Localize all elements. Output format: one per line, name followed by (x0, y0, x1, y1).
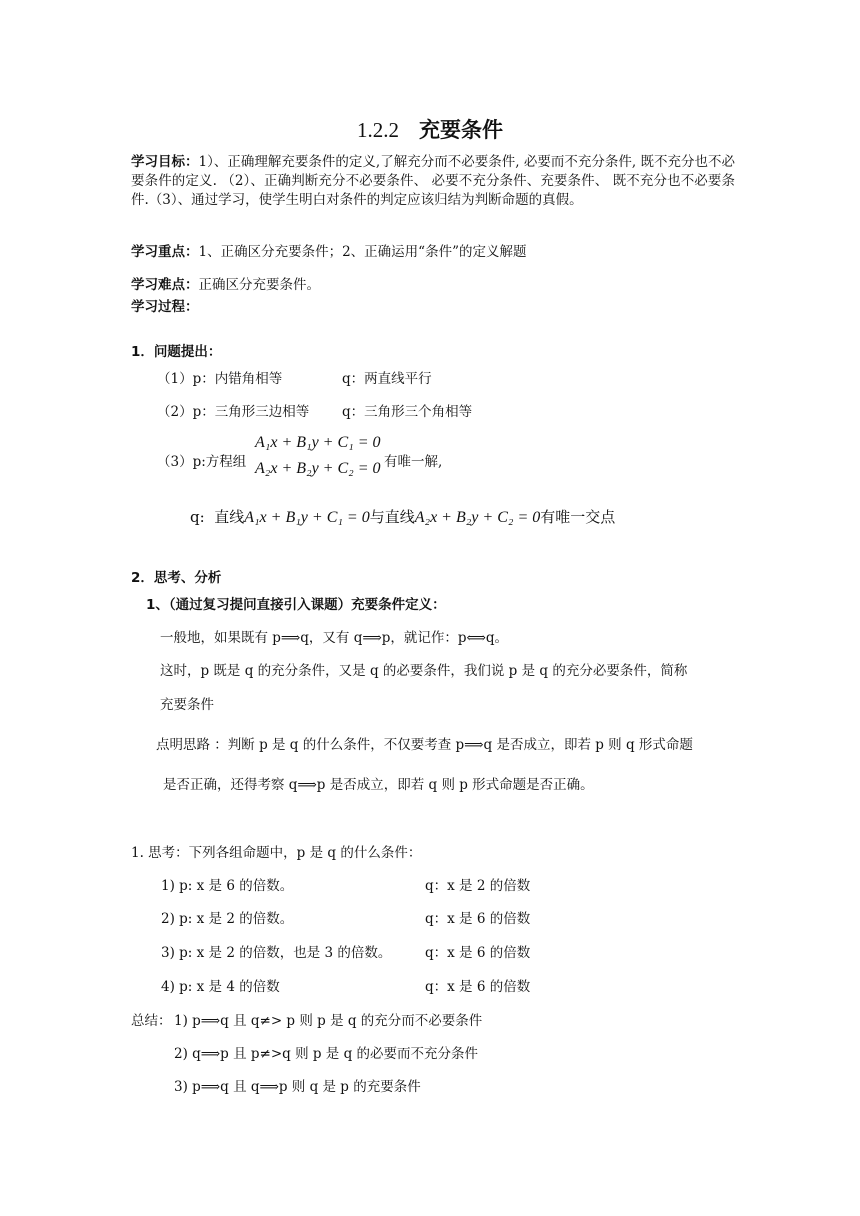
exercise-item-4-p: 4) p: x 是 4 的倍数 (161, 979, 280, 995)
exercise-item-1-q: q：x 是 2 的倍数 (425, 878, 531, 894)
item2-q: q：三角形三个角相等 (342, 404, 473, 420)
objectives-label: 学习目标： (131, 154, 199, 170)
definition-line-2: 这时，p 既是 q 的充分条件，又是 q 的必要条件，我们说 p 是 q 的充分必要条件，简称 (160, 663, 688, 679)
q-line (190, 506, 615, 527)
summary-item-1: 1) p⟹q 且 q≠> p 则 p 是 q 的充分而不必要条件 (174, 1013, 483, 1029)
q-word-3: 有唯一交点 (540, 508, 616, 526)
difficulty-text: 正确区分充要条件。 (198, 277, 320, 293)
equation-2: A₂x + B₂y + C₂ = 0 (255, 460, 381, 477)
difficulty-label: 学习难点： (131, 277, 199, 293)
q-label: q: (190, 508, 205, 526)
section2-heading: 2．思考、分析 (131, 570, 222, 586)
hint-line-1: 点明思路 ：判断 p 是 q 的什么条件，不仅要考查 p⟹q 是否成立，即若 p 则 q 形式命题 (156, 737, 693, 753)
line-equation-2: A₂x + B₂y + C₂ = 0 (414, 509, 541, 526)
summary-item-2: 2) q⟹p 且 p≠>q 则 p 是 q 的必要而不充分条件 (174, 1046, 479, 1062)
q-word-2: 与直线 (369, 508, 415, 526)
item3-suffix: 有唯一解, (384, 454, 443, 470)
definition-line-1: 一般地，如果既有 p⟹q，又有 q⟹p，就记作：p⟺q。 (160, 630, 508, 646)
item2-p: （2）p：三角形三边相等 (157, 404, 310, 420)
difficulty (131, 273, 320, 293)
item1-q: q：两直线平行 (342, 371, 432, 387)
section2-subheading: 1、（通过复习提问直接引入课题）充要条件定义： (146, 597, 446, 613)
section1-heading: 1．问题提出： (131, 344, 222, 360)
hint-line-2: 是否正确，还得考察 q⟹p 是否成立，即若 q 则 p 形式命题是否正确。 (163, 777, 594, 793)
summary-label: 总结： (131, 1013, 172, 1029)
exercise-item-2-p: 2) p: x 是 2 的倍数。 (161, 911, 294, 927)
objectives-text: 1）、正确理解充要条件的定义,了解充分而不必要条件, 必要而不充分条件, 既不充分也不必要条件的定义. （2）、正确判断充分不必要条件、 必要不充分条件、充要条件、 既不充分也不必要条件.（3）、通过学习，使学生明白对条件的判定应该归结为判断命题的真假。 (131, 154, 736, 208)
key-points-label: 学习重点： (131, 244, 199, 260)
equation-1: A₁x + B₁y + C₁ = 0 (255, 434, 381, 451)
q-word-1: 直线 (214, 508, 245, 526)
title-text: 充要条件 (419, 118, 503, 142)
item3-prefix: （3）p:方程组 (157, 454, 247, 470)
exercise-item-4-q: q：x 是 6 的倍数 (425, 979, 531, 995)
exercise-item-1-p: 1) p: x 是 6 的倍数。 (161, 878, 294, 894)
key-points (131, 240, 526, 260)
exercise-item-3-q: q：x 是 6 的倍数 (425, 945, 531, 961)
objectives-paragraph (131, 153, 735, 210)
definition-line-3: 充要条件 (160, 697, 214, 713)
line-equation-1: A₁x + B₁y + C₁ = 0 (244, 509, 370, 526)
exercise-item-3-p: 3) p: x 是 2 的倍数，也是 3 的倍数。 (161, 945, 392, 961)
key-points-text: 1、正确区分充要条件；2、正确运用“条件”的定义解题 (198, 244, 527, 260)
summary-item-3: 3) p⟹q 且 q⟹p 则 q 是 p 的充要条件 (174, 1079, 421, 1095)
page-title (0, 114, 860, 144)
exercise-item-2-q: q：x 是 6 的倍数 (425, 911, 531, 927)
item1-p: （1）p：内错角相等 (157, 371, 283, 387)
exercise-heading: 1. 思考：下列各组命题中，p 是 q 的什么条件： (131, 845, 422, 861)
process-label: 学习过程： (131, 299, 199, 315)
title-number: 1.2.2 (357, 118, 399, 142)
